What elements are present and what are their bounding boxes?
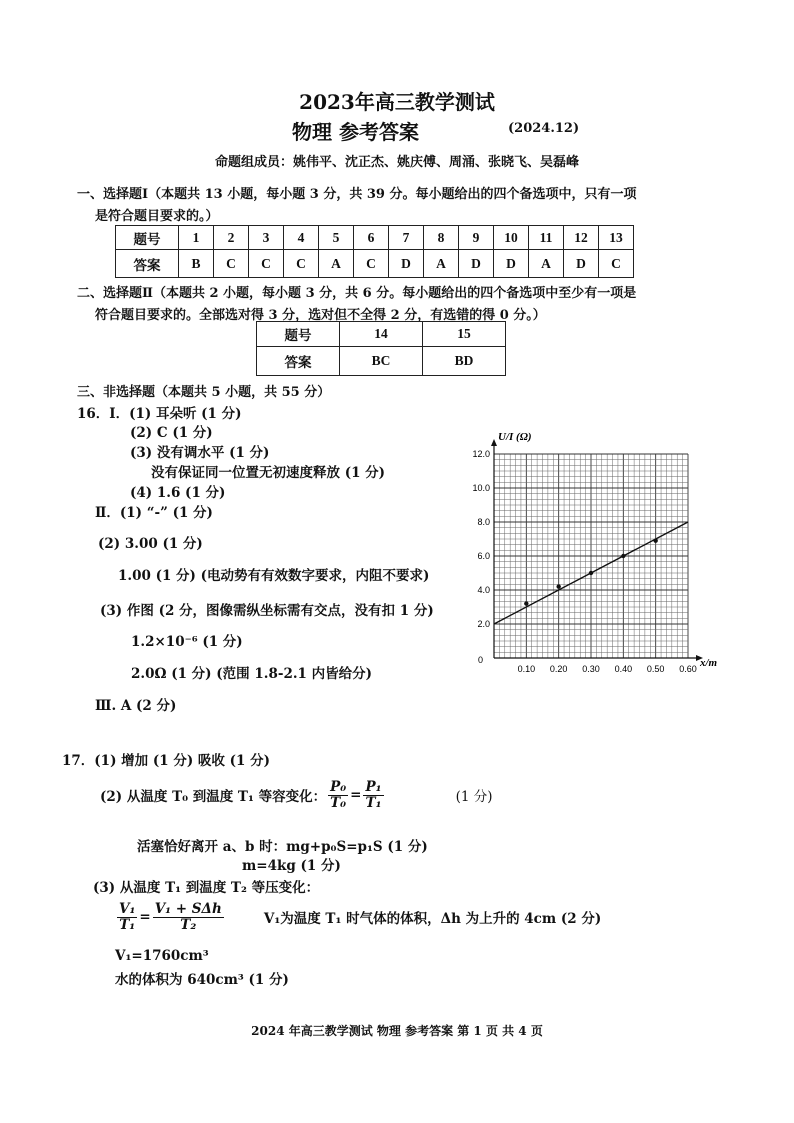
q17-line: (3) 从温度 T₁ 到温度 T₂ 等压变化： — [93, 880, 320, 896]
fraction-denominator: T₀ — [330, 794, 347, 811]
section1-answer-table — [115, 225, 634, 278]
x-axis-label: x/m — [700, 657, 718, 669]
fraction-denominator: T₁ — [365, 794, 382, 811]
q16-line: Ⅲ. A (2 分) — [95, 698, 177, 714]
y-tick-label: 12.0 — [472, 449, 490, 459]
table-cell: C — [249, 250, 284, 278]
q17-line: m=4kg (1 分) — [242, 858, 341, 874]
table-cell: 14 — [340, 322, 423, 347]
q17-part2-text: (2) 从温度 T₀ 到温度 T₁ 等容变化： — [100, 789, 327, 806]
table-cell: A — [319, 250, 354, 278]
data-point — [653, 539, 657, 543]
origin-label: 0 — [478, 655, 484, 665]
q16-line: Ⅱ．(1) “-” (1 分) — [95, 505, 213, 521]
table-cell: A — [529, 250, 564, 278]
data-point — [621, 554, 625, 558]
page-subtitle: 物理 参考答案 — [292, 120, 419, 144]
q17-part2 — [100, 780, 492, 811]
y-tick-label: 4.0 — [477, 585, 490, 595]
table-row-answers — [116, 250, 634, 278]
data-point — [524, 601, 528, 605]
x-tick-label: 0.30 — [582, 664, 600, 674]
q16-line: 1.00 (1 分) (电动势有有效数字要求，内阻不要求) — [118, 568, 430, 584]
score-note: (1 分) — [455, 789, 493, 806]
table-cell: 10 — [494, 226, 529, 250]
page-footer: 2024 年高三教学测试 物理 参考答案 第 1 页 共 4 页 — [251, 1024, 543, 1038]
y-tick-label: 8.0 — [477, 517, 490, 527]
table-cell: C — [214, 250, 249, 278]
table-cell: 4 — [284, 226, 319, 250]
table-cell: D — [494, 250, 529, 278]
table-cell: 2 — [214, 226, 249, 250]
q17-line: V₁=1760cm³ — [115, 948, 209, 964]
table-cell: 7 — [389, 226, 424, 250]
q17-line: 水的体积为 640cm³ (1 分) — [115, 972, 289, 988]
q17-part3-equation — [115, 902, 601, 933]
table-cell: C — [599, 250, 634, 278]
table-row-questions — [257, 322, 506, 347]
q16-line: 2.0Ω (1 分) (范围 1.8-2.1 内皆给分) — [131, 666, 373, 682]
data-point — [589, 571, 593, 575]
table-cell: D — [459, 250, 494, 278]
fraction-numerator: V₁ — [119, 901, 136, 917]
section1-heading: 一、选择题Ⅰ（本题共 13 小题，每小题 3 分，共 39 分。每小题给出的四个备选项中，只有一项 — [77, 187, 637, 202]
table-cell: D — [564, 250, 599, 278]
fraction — [153, 902, 224, 933]
table-label-question: 题号 — [257, 322, 340, 347]
section3-heading: 三、非选择题（本题共 5 小题，共 55 分） — [77, 385, 331, 400]
section1-heading-cont: 是符合题目要求的。） — [95, 209, 219, 224]
fraction-numerator: P₁ — [365, 779, 382, 795]
y-tick-label: 10.0 — [472, 483, 490, 493]
table-label-question: 题号 — [116, 226, 179, 250]
table-row-questions — [116, 226, 634, 250]
q17-line: 17．(1) 增加 (1 分) 吸收 (1 分) — [62, 753, 270, 769]
q17-line: 活塞恰好离开 a、b 时：mg+p₀S=p₁S (1 分) — [137, 839, 428, 855]
equals-sign: = — [139, 909, 151, 926]
chart-grid — [494, 454, 688, 658]
chart-axes — [491, 439, 703, 661]
table-cell: B — [179, 250, 214, 278]
table-cell: C — [354, 250, 389, 278]
y-axis-label: U/I (Ω) — [498, 431, 532, 443]
exam-date: (2024.12) — [508, 121, 580, 136]
x-tick-label: 0.60 — [679, 664, 697, 674]
table-cell: A — [424, 250, 459, 278]
x-tick-label: 0.50 — [646, 664, 665, 674]
table-cell: 13 — [599, 226, 634, 250]
table-cell: 6 — [354, 226, 389, 250]
q16-line: (4) 1.6 (1 分) — [130, 485, 226, 501]
q16-line: (3) 没有调水平 (1 分) — [130, 445, 270, 461]
table-cell: 8 — [424, 226, 459, 250]
table-label-answer: 答案 — [257, 347, 340, 376]
table-cell: 1 — [179, 226, 214, 250]
q16-line: 16．Ⅰ．(1) 耳朵听 (1 分) — [77, 406, 242, 422]
y-tick-label: 2.0 — [477, 619, 490, 629]
section2-heading-cont: 符合题目要求的。全部选对得 3 分，选对但不全得 2 分，有选错的得 0 分。） — [95, 308, 546, 323]
q16-line: (2) 3.00 (1 分) — [98, 536, 203, 552]
fraction-numerator: P₀ — [330, 779, 347, 795]
q16-line: (2) C (1 分) — [130, 425, 213, 441]
fraction-denominator: T₂ — [180, 916, 197, 933]
fraction — [328, 780, 348, 811]
table-cell: C — [284, 250, 319, 278]
section2-heading: 二、选择题Ⅱ（本题共 2 小题，每小题 3 分，共 6 分。每小题给出的四个备选项中至少有一项是 — [77, 286, 637, 301]
table-cell: D — [389, 250, 424, 278]
fraction-denominator: T₁ — [119, 916, 136, 933]
table-cell: 11 — [529, 226, 564, 250]
x-tick-label: 0.20 — [549, 664, 568, 674]
y-axis-arrow — [491, 439, 497, 446]
table-label-answer: 答案 — [116, 250, 179, 278]
u-i-vs-x-chart — [462, 425, 752, 685]
fraction — [117, 902, 137, 933]
table-cell: 3 — [249, 226, 284, 250]
x-tick-label: 0.10 — [517, 664, 536, 674]
fraction — [363, 780, 383, 811]
page-title: 2023年高三教学测试 — [299, 90, 495, 114]
table-cell: BC — [340, 347, 423, 376]
author-list: 命题组成员：姚伟平、沈正杰、姚庆傅、周涌、张晓飞、吴磊峰 — [214, 155, 579, 170]
table-cell: 12 — [564, 226, 599, 250]
data-point — [556, 584, 560, 588]
table-row-answers — [257, 347, 506, 376]
table-cell: 9 — [459, 226, 494, 250]
fraction-numerator: V₁ + SΔh — [154, 901, 222, 917]
table-cell: 5 — [319, 226, 354, 250]
x-tick-label: 0.40 — [614, 664, 633, 674]
q16-line: (3) 作图 (2 分，图像需纵坐标需有交点，没有扣 1 分) — [100, 603, 434, 619]
q16-line: 1.2×10⁻⁶ (1 分) — [131, 634, 243, 650]
section2-answer-table — [256, 321, 506, 376]
equation-note: V₁为温度 T₁ 时气体的体积，Δh 为上升的 4cm (2 分) — [263, 911, 602, 928]
table-cell: BD — [423, 347, 506, 376]
y-tick-label: 6.0 — [477, 551, 490, 561]
q16-line: 没有保证同一位置无初速度释放 (1 分) — [151, 465, 386, 481]
equals-sign: = — [350, 787, 362, 804]
table-cell: 15 — [423, 322, 506, 347]
